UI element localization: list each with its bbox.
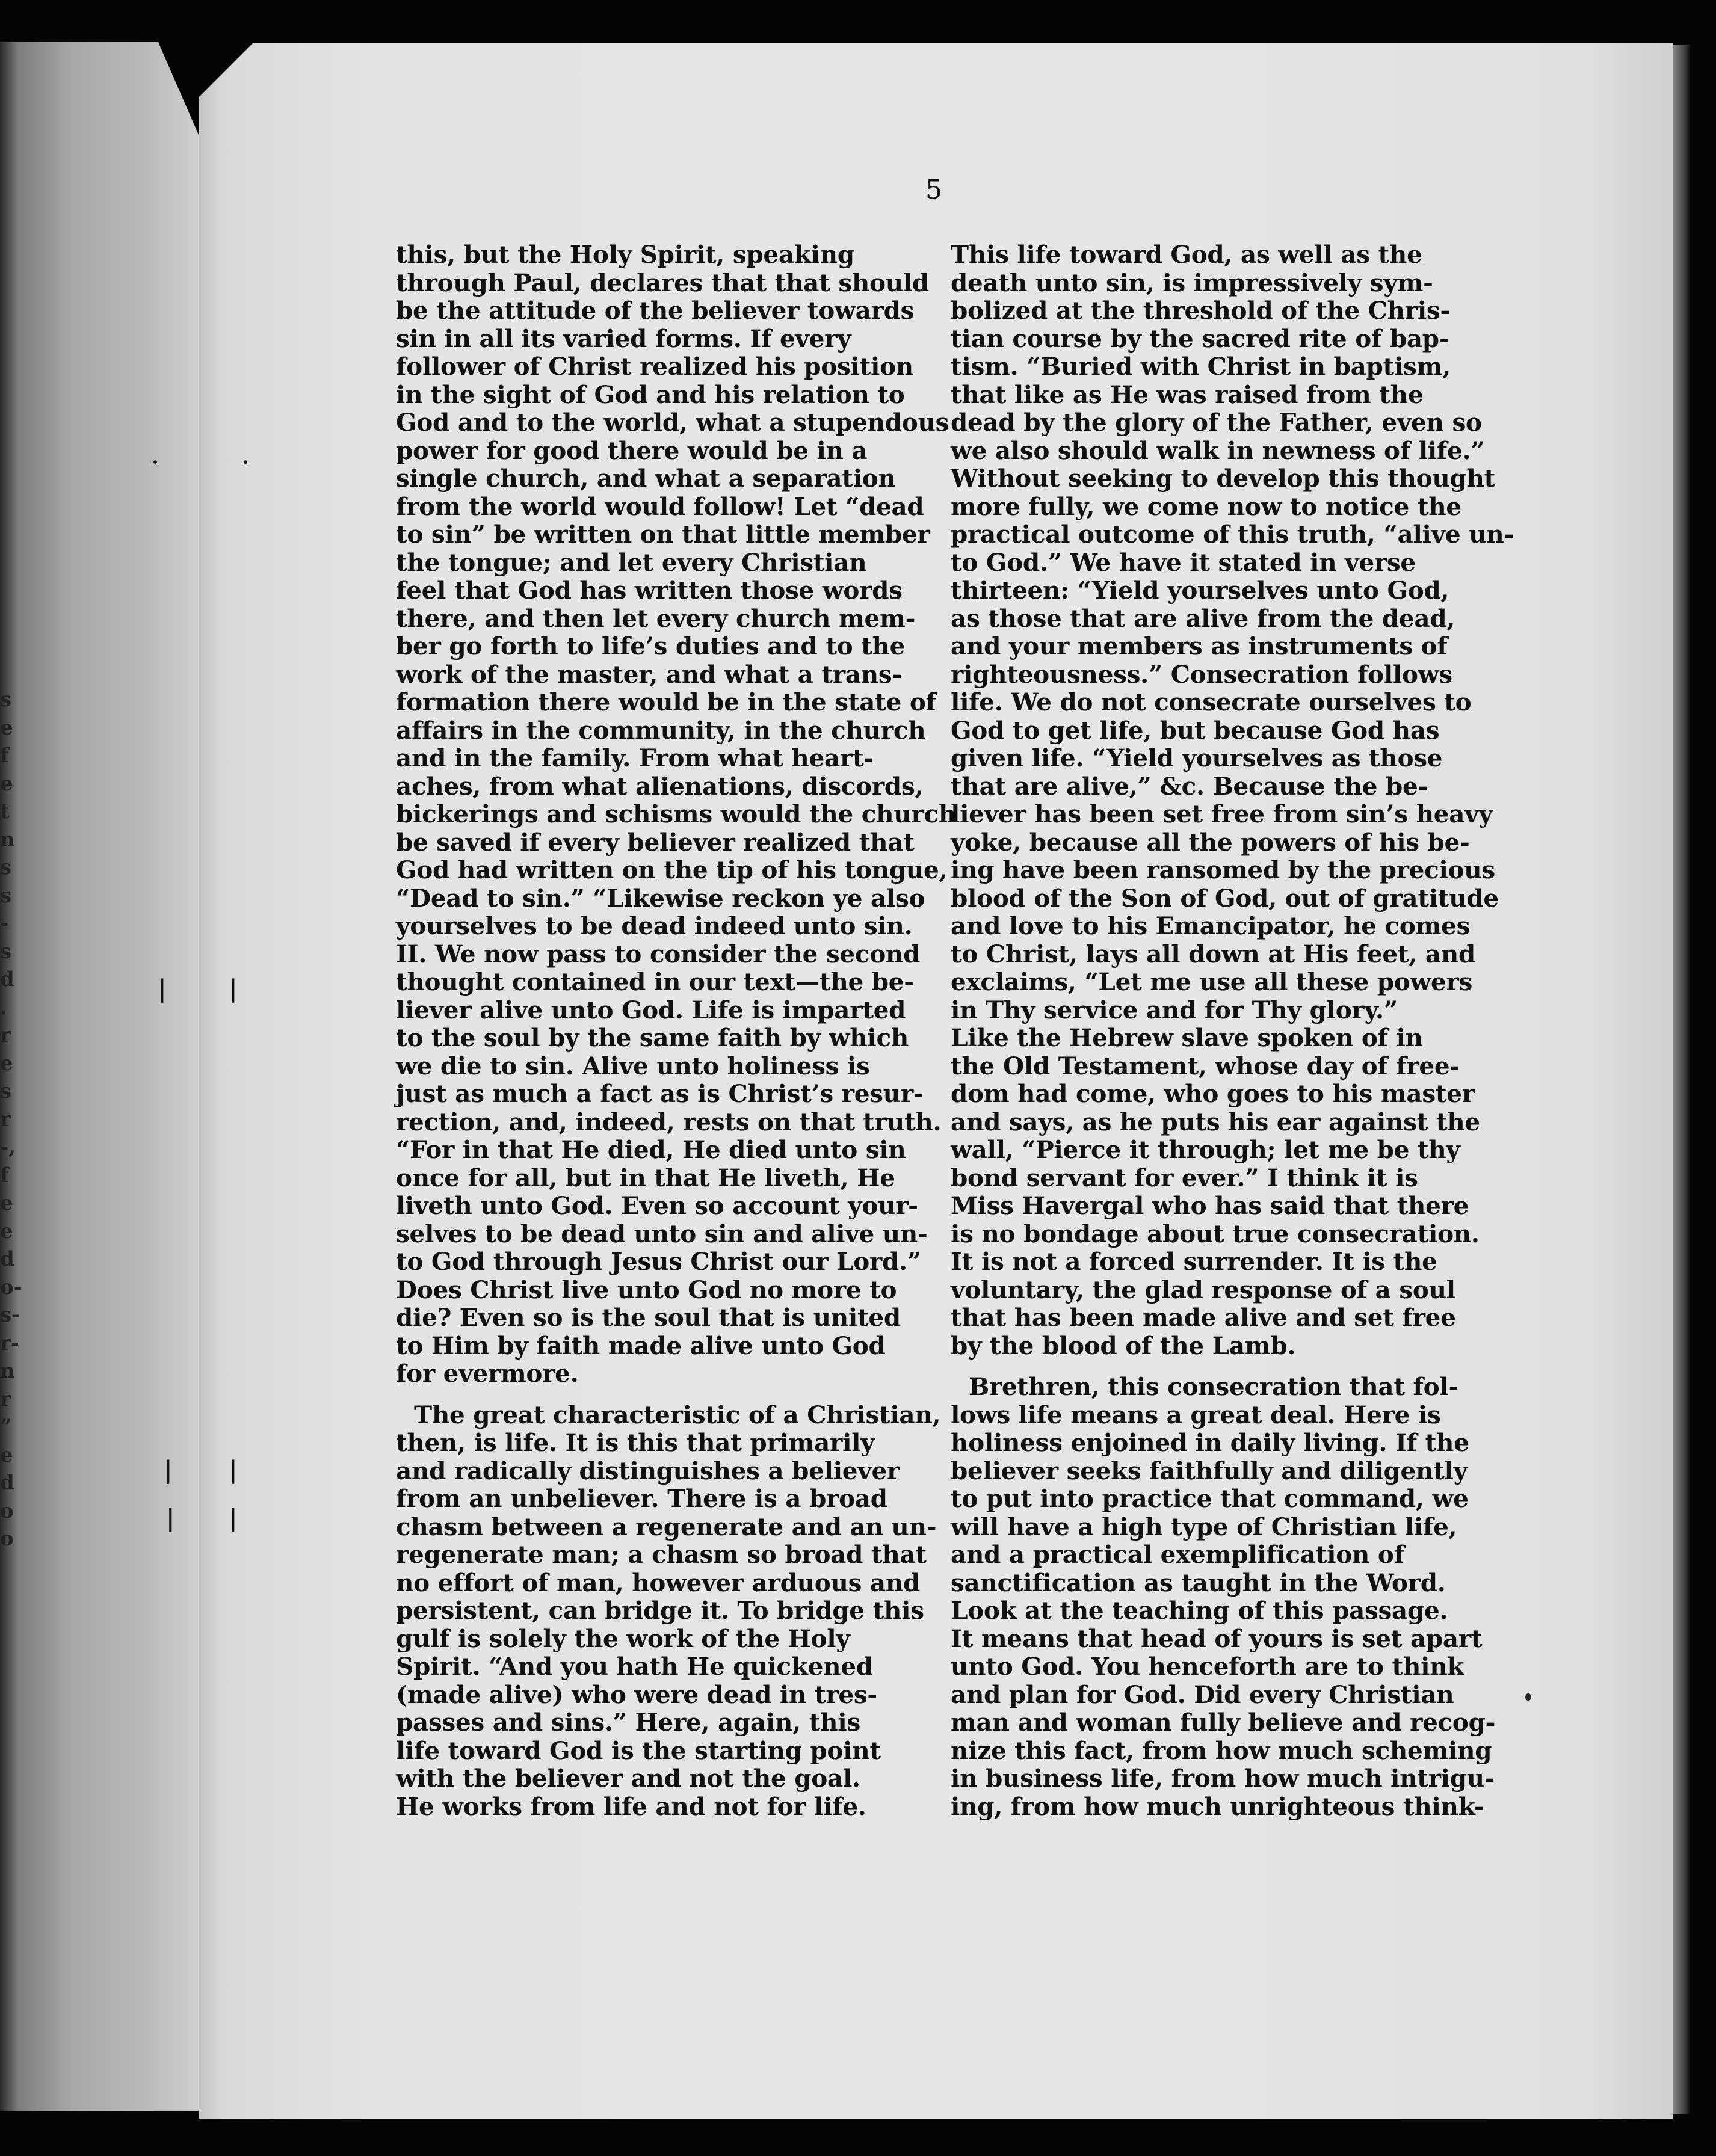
text-line: yoke, because all the powers of his be- <box>951 827 1470 857</box>
text-line: just as much a fact as is Christ’s resur- <box>396 1079 924 1108</box>
text-line: bickerings and schisms would the church <box>396 799 956 828</box>
text-line: for evermore. <box>396 1359 579 1388</box>
text-line: by the blood of the Lamb. <box>951 1331 1296 1360</box>
text-line: life toward God is the starting point <box>396 1736 881 1765</box>
text-line: through Paul, declares that that should <box>396 268 929 297</box>
margin-glyph: - <box>0 911 9 935</box>
text-line: power for good there would be in a <box>396 436 868 465</box>
text-line: in business life, from how much intrigu- <box>951 1764 1495 1793</box>
text-line: practical outcome of this truth, “alive un- <box>951 520 1514 549</box>
margin-glyph: r <box>0 1387 11 1411</box>
text-line: bolized at the threshold of the Chris- <box>951 296 1450 325</box>
text-line: aches, from what alienations, discords, <box>396 771 924 801</box>
margin-glyph: -, <box>0 1135 16 1159</box>
text-line: Spirit. “And you hath He quickened <box>396 1652 873 1681</box>
text-line: the tongue; and let every Christian <box>396 547 867 577</box>
binding-mark: | <box>229 1504 238 1532</box>
text-line: work of the master, and what a trans- <box>396 659 902 689</box>
text-line: He works from life and not for life. <box>396 1791 866 1821</box>
ink-speck <box>1525 1693 1531 1701</box>
text-line: “For in that He died, He died unto sin <box>396 1135 906 1164</box>
margin-glyph: s <box>0 883 12 908</box>
margin-glyph: r <box>0 1023 11 1047</box>
text-line: It means that head of yours is set apart <box>951 1624 1483 1653</box>
text-line: God and to the world, what a stupendous <box>396 408 949 437</box>
text-line: liveth unto God. Even so account your- <box>396 1191 918 1220</box>
text-line: This life toward God, as well as the <box>951 240 1422 269</box>
text-line: that like as He was raised from the <box>951 380 1424 409</box>
margin-glyph: r <box>0 1107 11 1132</box>
text-line: and in the family. From what heart- <box>396 744 874 772</box>
text-line: that are alive,” &c. Because the be- <box>951 771 1428 801</box>
text-line: in Thy service and for Thy glory.” <box>951 995 1398 1024</box>
binding-mark: | <box>158 975 167 1003</box>
text-line: Does Christ live unto God no more to <box>396 1275 897 1304</box>
margin-glyph: e <box>0 715 13 740</box>
text-line: single church, and what a separation <box>396 464 896 493</box>
left-text-column <box>396 241 956 1820</box>
text-line: voluntary, the glad response of a soul <box>951 1275 1455 1304</box>
text-line: will have a high type of Christian life, <box>951 1512 1457 1541</box>
margin-glyph: n <box>0 1359 15 1383</box>
margin-glyph: e <box>0 1219 13 1243</box>
text-line: selves to be dead unto sin and alive un- <box>396 1219 928 1248</box>
margin-glyph: s <box>0 688 12 712</box>
text-line: and a practical exemplification of <box>951 1540 1404 1569</box>
text-line: formation there would be in the state of <box>396 688 936 716</box>
margin-glyph: e <box>0 1191 13 1215</box>
text-line: liever alive unto God. Life is imparted <box>396 995 906 1024</box>
binding-mark: | <box>229 1456 238 1484</box>
margin-glyph: r- <box>0 1331 20 1355</box>
page-number: 5 <box>925 174 942 205</box>
paragraph-gap <box>951 1360 1514 1373</box>
text-line: believer seeks faithfully and diligently <box>951 1456 1468 1485</box>
text-line: we die to sin. Alive unto holiness is <box>396 1051 870 1080</box>
text-line: the Old Testament, whose day of free- <box>951 1051 1460 1080</box>
text-line: is no bondage about true consecration. <box>951 1219 1480 1248</box>
text-line: passes and sins.” Here, again, this <box>396 1708 860 1737</box>
text-line: “Dead to sin.” “Likewise reckon ye also <box>396 883 925 913</box>
text-line: and your members as instruments of <box>951 632 1448 661</box>
text-line: and says, as he puts his ear against the <box>951 1107 1480 1136</box>
text-line: be the attitude of the believer towards <box>396 296 915 325</box>
text-line: holiness enjoined in daily living. If the <box>951 1428 1469 1457</box>
text-line: Miss Havergal who has said that there <box>951 1191 1469 1220</box>
margin-glyph: s- <box>0 1303 20 1327</box>
text-line: (made alive) who were dead in tres- <box>396 1680 877 1709</box>
left-page-fragment <box>0 42 205 2111</box>
margin-glyph: s <box>0 855 12 879</box>
margin-glyph: . <box>0 995 7 1020</box>
text-line: and plan for God. Did every Christian <box>951 1680 1454 1709</box>
margin-glyph: o <box>0 1527 14 1551</box>
text-line: to the soul by the same faith by which <box>396 1023 909 1052</box>
binding-mark: | <box>164 1456 173 1484</box>
margin-glyph: ” <box>0 1415 12 1439</box>
text-line: from an unbeliever. There is a broad <box>396 1484 887 1513</box>
text-line: given life. “Yield yourselves as those <box>951 744 1443 772</box>
text-line: in the sight of God and his relation to <box>396 380 905 409</box>
text-line: feel that God has written those words <box>396 576 903 605</box>
text-line: die? Even so is the soul that is united <box>396 1303 901 1332</box>
text-line: It is not a forced surrender. It is the <box>951 1247 1437 1276</box>
text-line: there, and then let every church mem- <box>396 603 916 633</box>
left-page-margin-text <box>0 686 22 1553</box>
text-line: to God.” We have it stated in verse <box>951 547 1416 577</box>
text-line: affairs in the community, in the church <box>396 715 926 745</box>
text-line: sin in all its varied forms. If every <box>396 324 851 353</box>
margin-glyph: s <box>0 939 12 964</box>
text-line: that has been made alive and set free <box>951 1303 1456 1332</box>
text-line: tism. “Buried with Christ in baptism, <box>951 352 1451 381</box>
text-line: to God through Jesus Christ our Lord.” <box>396 1247 921 1276</box>
text-line: with the believer and not the goal. <box>396 1764 860 1793</box>
text-line: ing, from how much unrighteous think- <box>951 1791 1484 1821</box>
text-line: regenerate man; a chasm so broad that <box>396 1540 927 1569</box>
text-line: from the world would follow! Let “dead <box>396 491 924 521</box>
text-line: dom had come, who goes to his master <box>951 1079 1475 1108</box>
text-line: yourselves to be dead indeed unto sin. <box>396 911 913 940</box>
text-line: lows life means a great deal. Here is <box>951 1400 1441 1429</box>
text-line: Look at the teaching of this passage. <box>951 1596 1448 1625</box>
text-line: Like the Hebrew slave spoken of in <box>951 1023 1423 1052</box>
margin-glyph: e <box>0 771 13 796</box>
text-line: thought contained in our text—the be- <box>396 967 914 996</box>
text-line: to sin” be written on that little member <box>396 520 930 549</box>
margin-glyph: t <box>0 799 10 824</box>
binding-mark: ˙ <box>149 457 161 485</box>
text-line: ing have been ransomed by the precious <box>951 855 1495 884</box>
margin-glyph: d <box>0 1471 14 1495</box>
text-line: exclaims, “Let me use all these powers <box>951 967 1473 996</box>
margin-glyph: e <box>0 1443 13 1467</box>
text-line: blood of the Son of God, out of gratitude <box>951 883 1499 913</box>
text-line: unto God. You henceforth are to think <box>951 1652 1464 1681</box>
margin-glyph: o- <box>0 1275 22 1299</box>
text-line: ber go forth to life’s duties and to the <box>396 632 906 661</box>
text-line: follower of Christ realized his position <box>396 352 913 381</box>
binding-mark: | <box>229 975 238 1003</box>
text-line: dead by the glory of the Father, even so <box>951 408 1482 437</box>
margin-glyph: s <box>0 1079 12 1103</box>
text-line: as those that are alive from the dead, <box>951 603 1455 633</box>
margin-glyph: d <box>0 967 14 991</box>
text-line: no effort of man, however arduous and <box>396 1568 921 1597</box>
text-line: Brethren, this consecration that fol- <box>969 1372 1458 1401</box>
text-line: more fully, we come now to notice the <box>951 491 1461 521</box>
binding-mark: ˙ <box>239 457 252 485</box>
text-line: man and woman fully believe and recog- <box>951 1708 1496 1737</box>
text-line: God had written on the tip of his tongue, <box>396 855 948 884</box>
text-line: to Him by faith made alive unto God <box>396 1331 886 1360</box>
text-line: we also should walk in newness of life.” <box>951 436 1485 465</box>
text-line: wall, “Pierce it through; let me be thy <box>951 1135 1460 1164</box>
text-line: persistent, can bridge it. To bridge this <box>396 1596 924 1625</box>
text-line: God to get life, but because God has <box>951 715 1440 745</box>
text-line: then, is life. It is this that primarily <box>396 1428 875 1457</box>
text-line: nize this fact, from how much scheming <box>951 1736 1492 1765</box>
text-line: and love to his Emancipator, he comes <box>951 911 1471 940</box>
text-line: The great characteristic of a Christian, <box>414 1400 941 1429</box>
text-line: sanctification as taught in the Word. <box>951 1568 1446 1597</box>
text-line: Without seeking to develop this thought <box>951 464 1496 493</box>
text-line: II. We now pass to consider the second <box>396 939 921 969</box>
margin-glyph: n <box>0 827 15 852</box>
margin-glyph: f <box>0 744 9 768</box>
text-line: rection, and, indeed, rests on that truth. <box>396 1107 942 1136</box>
text-line: righteousness.” Consecration follows <box>951 659 1452 689</box>
text-line: tian course by the sacred rite of bap- <box>951 324 1449 353</box>
margin-glyph: d <box>0 1247 14 1271</box>
text-line: once for all, but in that He liveth, He <box>396 1163 895 1192</box>
text-line: to Christ, lays all down at His feet, and <box>951 939 1476 969</box>
text-line: and radically distinguishes a believer <box>396 1456 900 1485</box>
text-line: this, but the Holy Spirit, speaking <box>396 240 854 269</box>
text-line: chasm between a regenerate and an un- <box>396 1512 937 1541</box>
text-line: liever has been set free from sin’s heavy <box>951 799 1493 828</box>
text-line: to put into practice that command, we <box>951 1484 1469 1513</box>
binding-mark: | <box>166 1504 175 1532</box>
text-line: be saved if every believer realized that <box>396 827 915 857</box>
right-text-column <box>951 241 1514 1820</box>
text-line: life. We do not consecrate ourselves to <box>951 688 1472 716</box>
text-line: gulf is solely the work of the Holy <box>396 1624 850 1653</box>
page-edge <box>1673 45 1691 2114</box>
margin-glyph: o <box>0 1498 14 1523</box>
text-line: bond servant for ever.” I think it is <box>951 1163 1418 1192</box>
text-line: thirteen: “Yield yourselves unto God, <box>951 576 1449 605</box>
text-line: death unto sin, is impressively sym- <box>951 268 1433 297</box>
margin-glyph: f <box>0 1163 9 1187</box>
paragraph-gap <box>396 1388 956 1401</box>
margin-glyph: e <box>0 1051 13 1076</box>
